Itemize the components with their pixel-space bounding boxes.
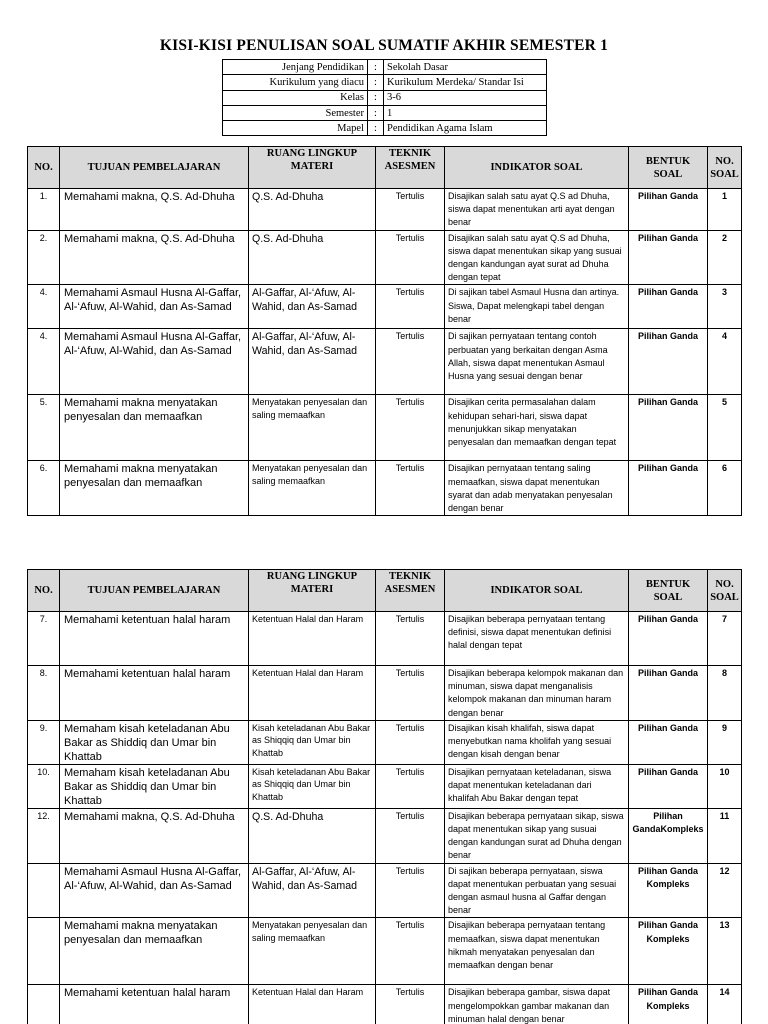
question-indicator: Disajikan cerita permasalahan dalam kehidupan sehari-hari, siswa dapat menunjukkan sikap menyatakan penyesalan dan memaafkan dengan tepat	[445, 395, 629, 461]
question-indicator: Disajikan kisah khalifah, siswa dapat menyebutkan nama kholifah yang sesuai dengan kisah dengan benar	[445, 720, 629, 764]
header-bentuk: BENTUK SOAL	[629, 570, 708, 612]
learning-objective: Memahami ketentuan halal haram	[60, 666, 249, 721]
question-number: 14	[708, 985, 742, 1024]
row-number: 1.	[28, 189, 60, 231]
question-type: Pilihan Ganda	[629, 461, 708, 516]
info-label: Jenjang Pendidikan	[223, 60, 368, 75]
table-row	[28, 985, 742, 1024]
table-row	[28, 666, 742, 721]
material-scope: Q.S. Ad-Dhuha	[249, 189, 376, 231]
question-indicator: Disajikan beberapa kelompok makanan dan minuman, siswa dapat menganalisis kelompok makanan dan minuman haram dengan benar	[445, 666, 629, 721]
assessment-technique: Tertulis	[376, 612, 445, 666]
question-type: Pilihan Ganda Kompleks	[629, 863, 708, 918]
assessment-technique: Tertulis	[376, 764, 445, 808]
material-scope: Al-Gaffar, Al-‘Afuw, Al-Wahid, dan As-Samad	[249, 863, 376, 918]
question-number: 1	[708, 189, 742, 231]
grid-table-1	[27, 146, 742, 516]
assessment-technique: Tertulis	[376, 985, 445, 1024]
question-number: 6	[708, 461, 742, 516]
row-number: 2.	[28, 230, 60, 285]
material-scope: Kisah keteladanan Abu Bakar as Shiqqiq dan Umar bin Khattab	[249, 720, 376, 764]
question-type: Pilihan GandaKompleks	[629, 808, 708, 863]
table-row	[28, 720, 742, 764]
learning-objective: Memahami Asmaul Husna Al-Gaffar, Al-‘Afuw, Al-Wahid, dan As-Samad	[60, 285, 249, 329]
info-separator: :	[368, 60, 384, 75]
question-number: 3	[708, 285, 742, 329]
question-number: 8	[708, 666, 742, 721]
question-indicator: Disajikan beberapa gambar, siswa dapat mengelompokkan gambar makanan dan minuman halal dengan benar	[445, 985, 629, 1024]
material-scope: Ketentuan Halal dan Haram	[249, 666, 376, 721]
info-value: Pendidikan Agama Islam	[384, 121, 547, 136]
question-type: Pilihan Ganda	[629, 329, 708, 395]
learning-objective: Memaham kisah keteladanan Abu Bakar as Shiddiq dan Umar bin Khattab	[60, 764, 249, 808]
row-number: 12.	[28, 808, 60, 863]
question-number: 5	[708, 395, 742, 461]
question-type: Pilihan Ganda Kompleks	[629, 985, 708, 1024]
row-number: 10.	[28, 764, 60, 808]
info-row	[223, 75, 547, 90]
table-row	[28, 230, 742, 285]
document-title: KISI-KISI PENULISAN SOAL SUMATIF AKHIR SEMESTER 1	[159, 37, 609, 54]
table-row	[28, 918, 742, 985]
learning-objective: Memahami makna, Q.S. Ad-Dhuha	[60, 230, 249, 285]
header-nosoal: NO. SOAL	[708, 570, 742, 612]
row-number: 6.	[28, 461, 60, 516]
material-scope: Ketentuan Halal dan Haram	[249, 612, 376, 666]
info-separator: :	[368, 105, 384, 120]
question-type: Pilihan Ganda Kompleks	[629, 918, 708, 985]
assessment-technique: Tertulis	[376, 720, 445, 764]
assessment-technique: Tertulis	[376, 918, 445, 985]
info-row	[223, 90, 547, 105]
question-number: 10	[708, 764, 742, 808]
row-number	[28, 985, 60, 1024]
question-indicator: Di sajikan beberapa pernyataan, siswa dapat menentukan perbuatan yang sesuai dengan asmaul husna al Gaffar dengan benar	[445, 863, 629, 918]
header-tujuan: TUJUAN PEMBELAJARAN	[60, 147, 249, 189]
question-indicator: Disajikan salah satu ayat Q.S ad Dhuha, siswa dapat menentukan arti ayat dengan benar	[445, 189, 629, 231]
info-value: Sekolah Dasar	[384, 60, 547, 75]
header-tujuan: TUJUAN PEMBELAJARAN	[60, 570, 249, 612]
question-number: 4	[708, 329, 742, 395]
question-type: Pilihan Ganda	[629, 230, 708, 285]
info-separator: :	[368, 90, 384, 105]
material-scope: Al-Gaffar, Al-‘Afuw, Al-Wahid, dan As-Samad	[249, 329, 376, 395]
material-scope: Menyatakan penyesalan dan saling memaafkan	[249, 918, 376, 985]
header-no: NO.	[28, 147, 60, 189]
material-scope: Q.S. Ad-Dhuha	[249, 808, 376, 863]
row-number: 8.	[28, 666, 60, 721]
learning-objective: Memahami Asmaul Husna Al-Gaffar, Al-‘Afuw, Al-Wahid, dan As-Samad	[60, 863, 249, 918]
question-type: Pilihan Ganda	[629, 720, 708, 764]
table-row	[28, 808, 742, 863]
info-table	[222, 59, 547, 136]
question-number: 13	[708, 918, 742, 985]
row-number	[28, 863, 60, 918]
info-row	[223, 105, 547, 120]
header-teknik: TEKNIK ASESMEN	[376, 147, 445, 189]
info-row	[223, 121, 547, 136]
learning-objective: Memahami ketentuan halal haram	[60, 985, 249, 1024]
header-ruang: RUANG LINGKUP MATERI	[249, 147, 376, 189]
table-row	[28, 863, 742, 918]
material-scope: Menyatakan penyesalan dan saling memaafkan	[249, 461, 376, 516]
question-indicator: Disajikan salah satu ayat Q.S ad Dhuha, siswa dapat menentukan sikap yang susuai dengan kandungan ayat surat ad Dhuha dengan tepat	[445, 230, 629, 285]
table-row	[28, 189, 742, 231]
info-label: Mapel	[223, 121, 368, 136]
learning-objective: Memahami ketentuan halal haram	[60, 612, 249, 666]
header-no: NO.	[28, 570, 60, 612]
question-indicator: Disajikan pernyataan keteladanan, siswa dapat menentukan keteladanan dari khalifah Abu Bakar dengan tepat	[445, 764, 629, 808]
question-type: Pilihan Ganda	[629, 189, 708, 231]
info-label: Kurikulum yang diacu	[223, 75, 368, 90]
question-type: Pilihan Ganda	[629, 395, 708, 461]
row-number: 4.	[28, 285, 60, 329]
table-row	[28, 461, 742, 516]
question-number: 9	[708, 720, 742, 764]
assessment-technique: Tertulis	[376, 666, 445, 721]
table-row	[28, 285, 742, 329]
question-indicator: Disajikan pernyataan tentang saling memaafkan, siswa dapat menentukan syarat dan adab menyatakan penyesalan dengan benar	[445, 461, 629, 516]
assessment-technique: Tertulis	[376, 189, 445, 231]
row-number	[28, 918, 60, 985]
assessment-technique: Tertulis	[376, 230, 445, 285]
question-indicator: Disajikan beberapa pernyataan tentang memaafkan, siswa dapat menentukan hikmah menyatakan penyesalan dan memaafkan dengan benar	[445, 918, 629, 985]
learning-objective: Memahami makna menyatakan penyesalan dan memaafkan	[60, 395, 249, 461]
question-type: Pilihan Ganda	[629, 285, 708, 329]
material-scope: Al-Gaffar, Al-‘Afuw, Al-Wahid, dan As-Samad	[249, 285, 376, 329]
row-number: 9.	[28, 720, 60, 764]
header-indikator: INDIKATOR SOAL	[445, 570, 629, 612]
info-label: Semester	[223, 105, 368, 120]
question-type: Pilihan Ganda	[629, 666, 708, 721]
learning-objective: Memahami makna menyatakan penyesalan dan memaafkan	[60, 918, 249, 985]
info-row	[223, 60, 547, 75]
info-value: Kurikulum Merdeka/ Standar Isi	[384, 75, 547, 90]
info-separator: :	[368, 121, 384, 136]
question-indicator: Di sajikan tabel Asmaul Husna dan artinya. Siswa, Dapat melengkapi tabel dengan benar	[445, 285, 629, 329]
info-value: 1	[384, 105, 547, 120]
material-scope: Kisah keteladanan Abu Bakar as Shiqqiq dan Umar bin Khattab	[249, 764, 376, 808]
question-indicator: Di sajikan pernyataan tentang contoh perbuatan yang berkaitan dengan Asma Allah, siswa dapat menentukan Asmaul Husna yang sesuai dengan benar	[445, 329, 629, 395]
table-row	[28, 329, 742, 395]
material-scope: Ketentuan Halal dan Haram	[249, 985, 376, 1024]
question-number: 11	[708, 808, 742, 863]
info-value: 3-6	[384, 90, 547, 105]
learning-objective: Memahami makna menyatakan penyesalan dan memaafkan	[60, 461, 249, 516]
header-indikator: INDIKATOR SOAL	[445, 147, 629, 189]
learning-objective: Memahami makna, Q.S. Ad-Dhuha	[60, 808, 249, 863]
assessment-technique: Tertulis	[376, 863, 445, 918]
question-indicator: Disajikan beberapa pernyataan tentang definisi, siswa dapat menentukan definisi halal dengan tepat	[445, 612, 629, 666]
material-scope: Q.S. Ad-Dhuha	[249, 230, 376, 285]
table-row	[28, 764, 742, 808]
header-teknik: TEKNIK ASESMEN	[376, 570, 445, 612]
header-nosoal: NO. SOAL	[708, 147, 742, 189]
header-ruang: RUANG LINGKUP MATERI	[249, 570, 376, 612]
question-number: 7	[708, 612, 742, 666]
row-number: 4.	[28, 329, 60, 395]
header-bentuk: BENTUK SOAL	[629, 147, 708, 189]
info-separator: :	[368, 75, 384, 90]
question-type: Pilihan Ganda	[629, 612, 708, 666]
material-scope: Menyatakan penyesalan dan saling memaafkan	[249, 395, 376, 461]
assessment-technique: Tertulis	[376, 461, 445, 516]
question-number: 2	[708, 230, 742, 285]
info-label: Kelas	[223, 90, 368, 105]
row-number: 5.	[28, 395, 60, 461]
assessment-technique: Tertulis	[376, 808, 445, 863]
question-indicator: Disajikan beberapa pernyataan sikap, siswa dapat menentukan sikap yang susuai dengan kandungan surat ad Dhuha dengan benar	[445, 808, 629, 863]
learning-objective: Memaham kisah keteladanan Abu Bakar as Shiddiq dan Umar bin Khattab	[60, 720, 249, 764]
grid-table-2	[27, 569, 742, 1024]
assessment-technique: Tertulis	[376, 329, 445, 395]
row-number: 7.	[28, 612, 60, 666]
learning-objective: Memahami makna, Q.S. Ad-Dhuha	[60, 189, 249, 231]
question-type: Pilihan Ganda	[629, 764, 708, 808]
assessment-technique: Tertulis	[376, 285, 445, 329]
assessment-technique: Tertulis	[376, 395, 445, 461]
table-row	[28, 395, 742, 461]
question-number: 12	[708, 863, 742, 918]
table-row	[28, 612, 742, 666]
learning-objective: Memahami Asmaul Husna Al-Gaffar, Al-‘Afuw, Al-Wahid, dan As-Samad	[60, 329, 249, 395]
